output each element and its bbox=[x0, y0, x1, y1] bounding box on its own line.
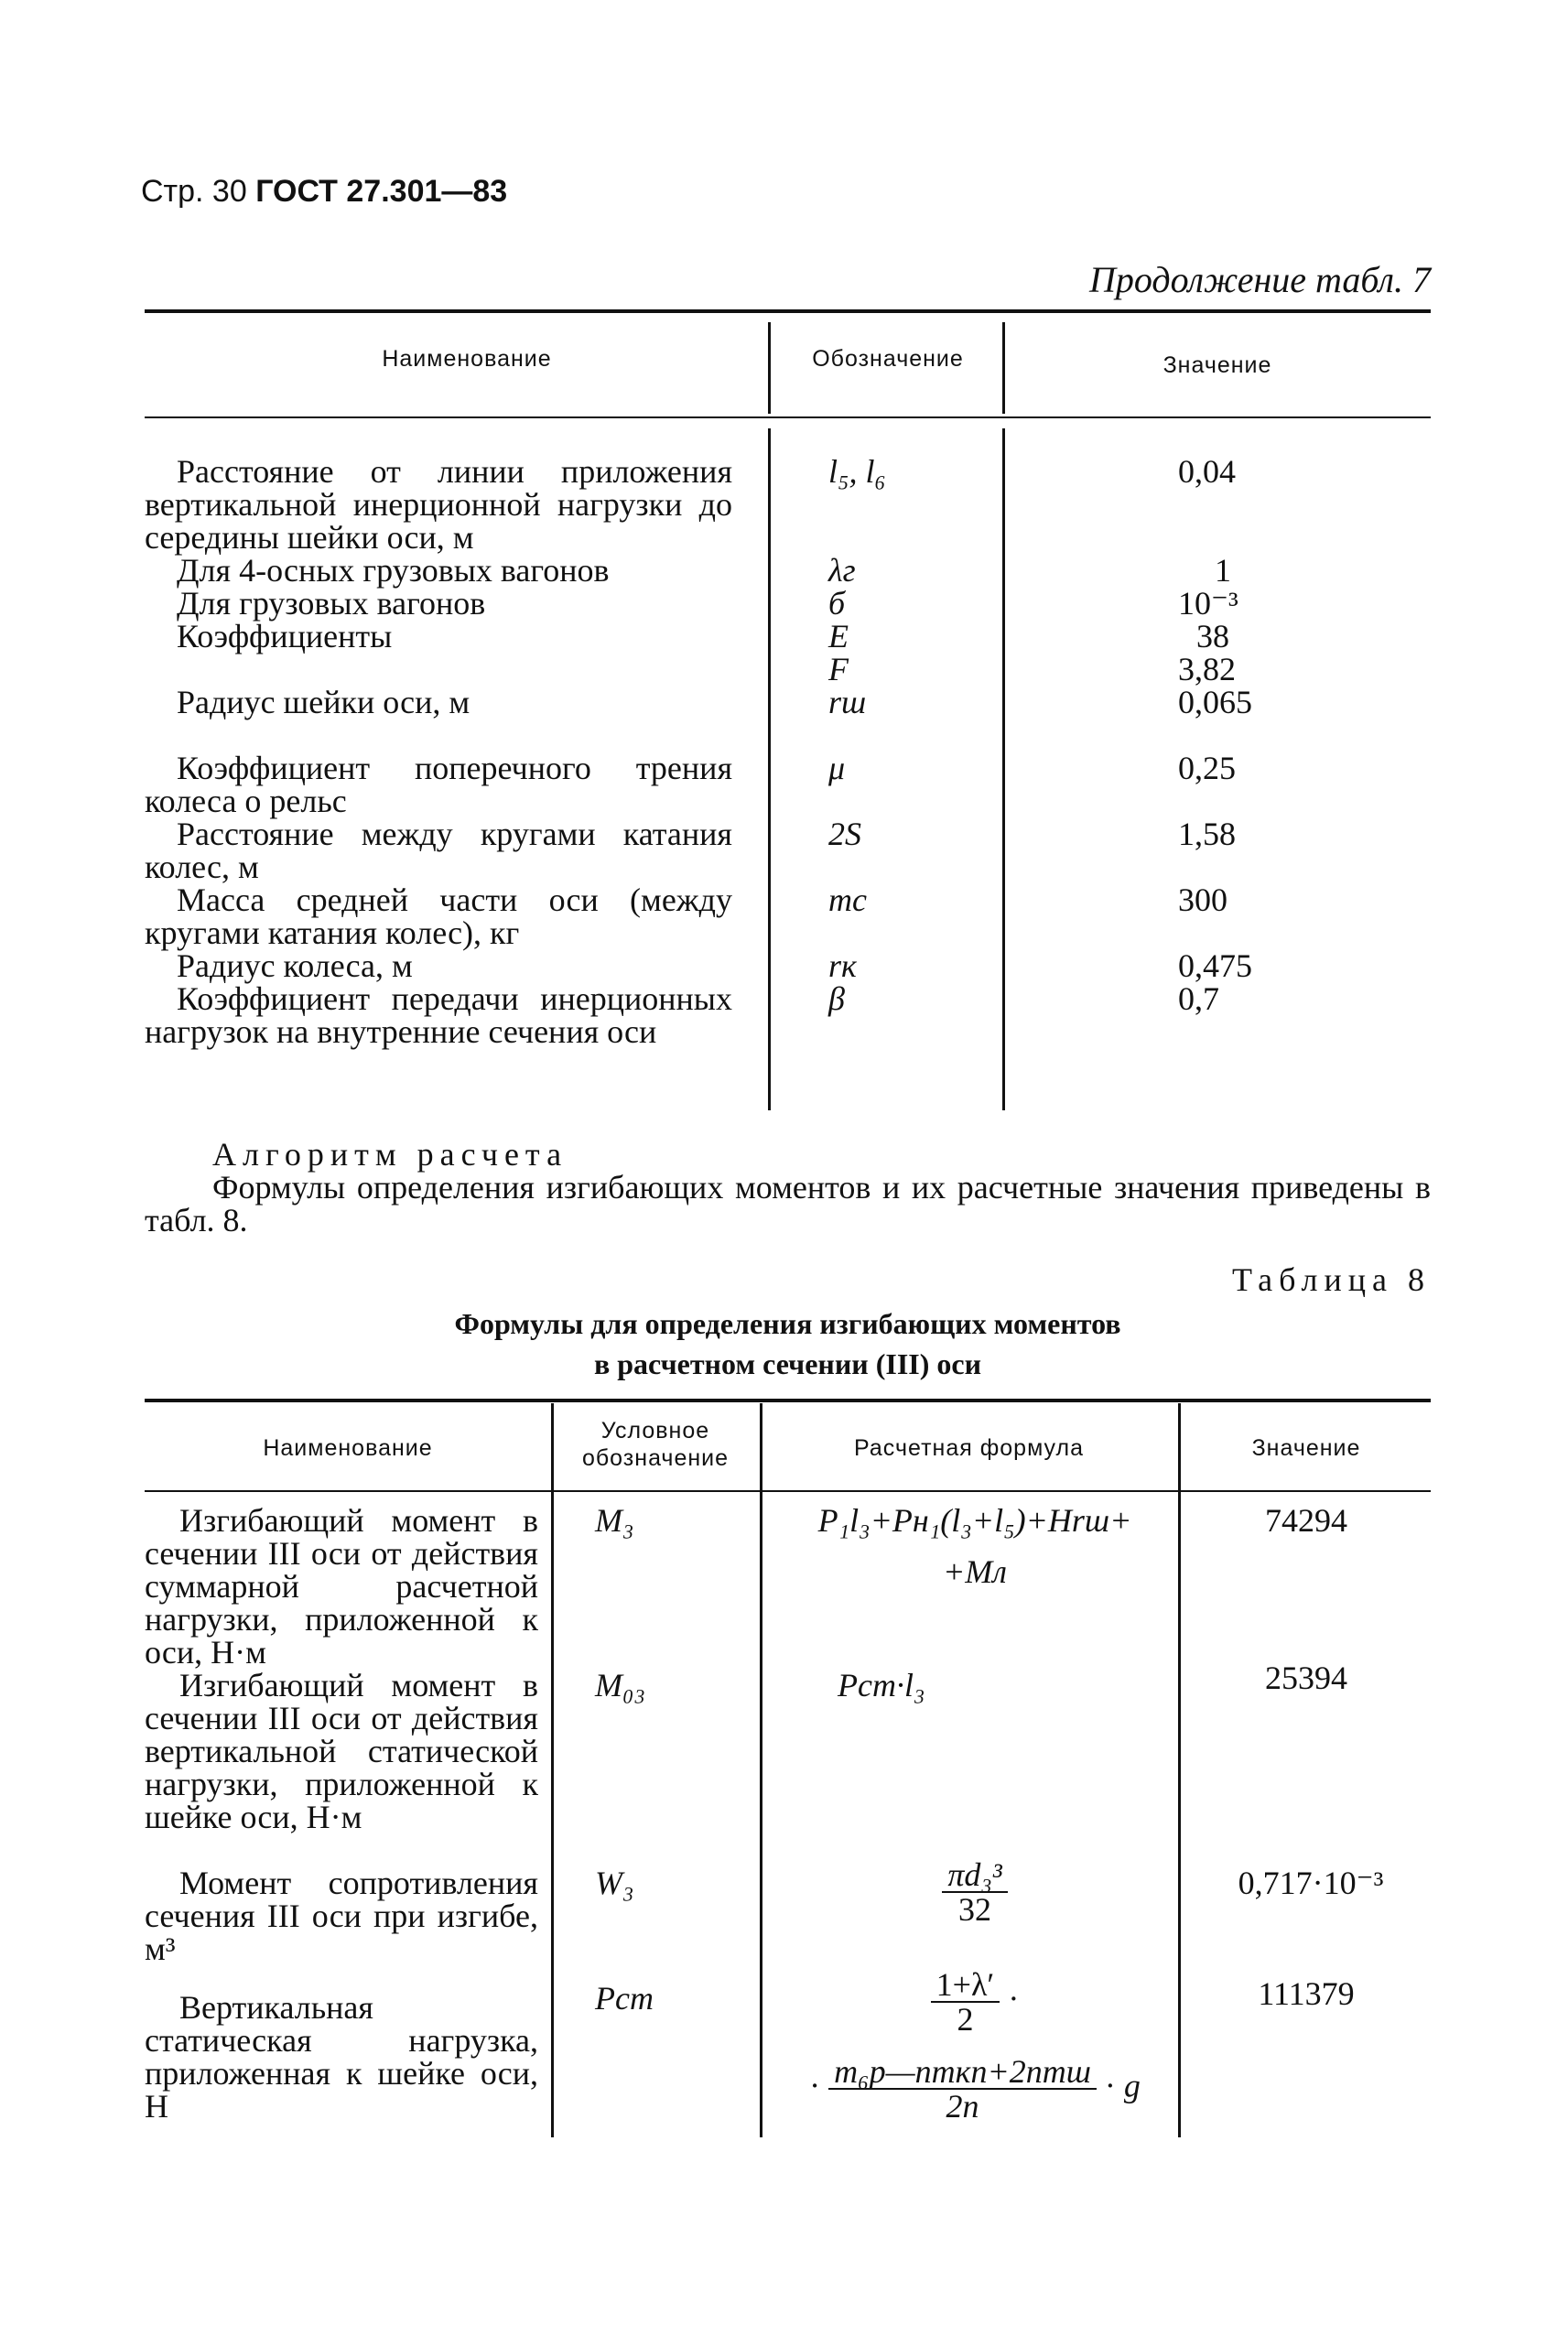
table7-row-symbol: F bbox=[828, 651, 849, 687]
table7-header-value: Значение bbox=[1162, 352, 1272, 378]
table7-row-symbol: l₅, l₆ bbox=[828, 453, 887, 490]
table7-vline bbox=[1002, 322, 1005, 414]
fraction-denominator: 2n bbox=[946, 2088, 979, 2125]
table8-header-formula: Расчетная формула bbox=[854, 1435, 1084, 1461]
table8-row-name: Изгибающий момент в сечении III оси от действия вертикальной статической нагрузки, приложенной к шейке оси, Н·м bbox=[145, 1667, 538, 1835]
algorithm-text: Формулы определения изгибающих моментов и их расчетные значения приведены в табл. 8. bbox=[145, 1169, 1431, 1238]
formula-fraction bbox=[931, 1968, 1000, 2036]
table7-row-name: Расстояние между кругами катания колес, м bbox=[145, 816, 732, 885]
table7-vline bbox=[768, 322, 771, 414]
table7-row-name: Коэффициент передачи инерционных нагрузок на внутренние сечения оси bbox=[145, 980, 732, 1050]
table8-top-rule bbox=[145, 1399, 1431, 1402]
table7-row-name: Коэффициенты bbox=[177, 618, 393, 654]
formula-fraction bbox=[828, 2055, 1097, 2123]
table7-header-name: Наименование bbox=[382, 346, 552, 372]
table8-row-value: 74294 bbox=[1265, 1502, 1347, 1539]
table7-row-symbol: mс bbox=[828, 881, 867, 918]
table8-row-symbol: Pст bbox=[595, 1980, 654, 2017]
table7-row-value: 300 bbox=[1178, 881, 1227, 918]
table8-header-value: Значение bbox=[1251, 1435, 1361, 1461]
table7-row-symbol: 2S bbox=[828, 816, 861, 852]
table8-vline bbox=[551, 1403, 554, 2137]
algorithm-heading: Алгоритм расчета bbox=[212, 1136, 568, 1173]
table7-row-name: Коэффициент поперечного трения колеса о рельс bbox=[145, 750, 732, 819]
table8-row-symbol: M₀₃ bbox=[595, 1667, 646, 1703]
table7-row-value: 0,7 bbox=[1178, 980, 1219, 1017]
table7-row-symbol: rк bbox=[828, 947, 857, 984]
table7-row-value: 1,58 bbox=[1178, 816, 1236, 852]
table8-row-formula: P₁l₃+Pн₁(l₃+l₅)+Hrш+ bbox=[817, 1502, 1132, 1539]
table7-row-value: 0,475 bbox=[1178, 947, 1252, 984]
table7-row-name: Для грузовых вагонов bbox=[177, 585, 486, 622]
table8-title-line2: в расчетном сечении (III) оси bbox=[593, 1347, 982, 1380]
table8-row-formula: $\frac{1+\lambda'}{2}$ · bbox=[773, 1968, 1176, 2036]
table7-row-value: 3,82 bbox=[1178, 651, 1236, 687]
fraction-denominator: 2 bbox=[957, 2001, 974, 2038]
table7-continuation: Продолжение табл. 7 bbox=[1088, 259, 1431, 300]
gravity-symbol: g bbox=[1123, 2067, 1141, 2104]
table7-vline bbox=[1002, 428, 1005, 1110]
page-number: Стр. 30 bbox=[141, 174, 247, 209]
table8-header-symbol: Условное обозначение bbox=[581, 1418, 730, 1471]
table8-row-formula bbox=[773, 1858, 1176, 1926]
table7-row-symbol: μ bbox=[828, 750, 846, 786]
table7-top-rule bbox=[145, 309, 1431, 313]
table7-row-symbol: λг bbox=[828, 552, 856, 589]
table7-row-name: Расстояние от линии приложения вертикальной инерционной нагрузки до середины шейки оси, м bbox=[145, 453, 732, 556]
table7-row-value: 10⁻³ bbox=[1178, 585, 1238, 622]
page-header bbox=[141, 174, 507, 210]
table7-row-name: Радиус шейки оси, м bbox=[177, 684, 470, 720]
table7-row-name: Масса средней части оси (между кругами катания колес), кг bbox=[145, 881, 732, 951]
table8-title-line1: Формулы для определения изгибающих моментов bbox=[454, 1307, 1121, 1340]
fraction-numerator: 1+λ′ bbox=[931, 1968, 1000, 2003]
table8-vline bbox=[760, 1403, 762, 2137]
formula-fraction bbox=[942, 1858, 1007, 1926]
table8-header-name: Наименование bbox=[263, 1435, 433, 1461]
table8-row-symbol: W₃ bbox=[595, 1865, 634, 1901]
table8-row-value: 25394 bbox=[1265, 1660, 1347, 1696]
fraction-numerator: πd₃³ bbox=[942, 1858, 1007, 1893]
table8-label: Таблица 8 bbox=[1232, 1261, 1431, 1298]
table7-row-symbol: E bbox=[828, 618, 849, 654]
table8-row-formula: Pст·l₃ bbox=[838, 1667, 925, 1703]
table7-row-name: Радиус колеса, м bbox=[177, 947, 413, 984]
table8-header-rule bbox=[145, 1490, 1431, 1492]
table8-row-name: Момент сопротивления сечения III оси при изгибе, м³ bbox=[145, 1865, 538, 1967]
standard-number: ГОСТ 27.301—83 bbox=[255, 174, 508, 209]
table8-vline bbox=[1178, 1403, 1181, 2137]
table7-row-value: 0,04 bbox=[1178, 453, 1236, 490]
table8-row-formula-part2: · $\frac{\text{m₆р—nmкп+2nmш}}{2n}$ · g bbox=[809, 2053, 1141, 2125]
table7-row-symbol: б bbox=[828, 585, 846, 622]
table8-row-name: Изгибающий момент в сечении III оси от действия суммарной расчетной нагрузки, приложенной к оси, Н·м bbox=[145, 1502, 538, 1671]
table8-row-value: 111379 bbox=[1258, 1975, 1355, 2012]
table7-row-value: 0,065 bbox=[1178, 684, 1252, 720]
table7-row-name: Для 4-осных грузовых вагонов bbox=[177, 552, 610, 589]
table7-row-value: 38 bbox=[1196, 618, 1229, 654]
fraction-denominator: 32 bbox=[958, 1891, 991, 1928]
table8-row-value: 0,717·10⁻³ bbox=[1238, 1865, 1384, 1901]
table7-row-value: 0,25 bbox=[1178, 750, 1236, 786]
fraction-numerator: m₆р—nmкп+2nmш bbox=[828, 2055, 1097, 2090]
table7-header-rule bbox=[145, 416, 1431, 418]
table7-row-symbol: rш bbox=[828, 684, 867, 720]
table8-row-symbol: M₃ bbox=[595, 1502, 634, 1539]
table7-row-value: 1 bbox=[1215, 552, 1231, 589]
table8-row-name: Вертикальная статическая нагрузка, приложенная к шейке оси, Н bbox=[145, 1989, 538, 2125]
table7-header-symbol: Обозначение bbox=[812, 346, 964, 372]
table7-vline bbox=[768, 428, 771, 1110]
table7-row-symbol: β bbox=[828, 980, 845, 1017]
table8-row-formula: +Mл bbox=[943, 1553, 1007, 1590]
